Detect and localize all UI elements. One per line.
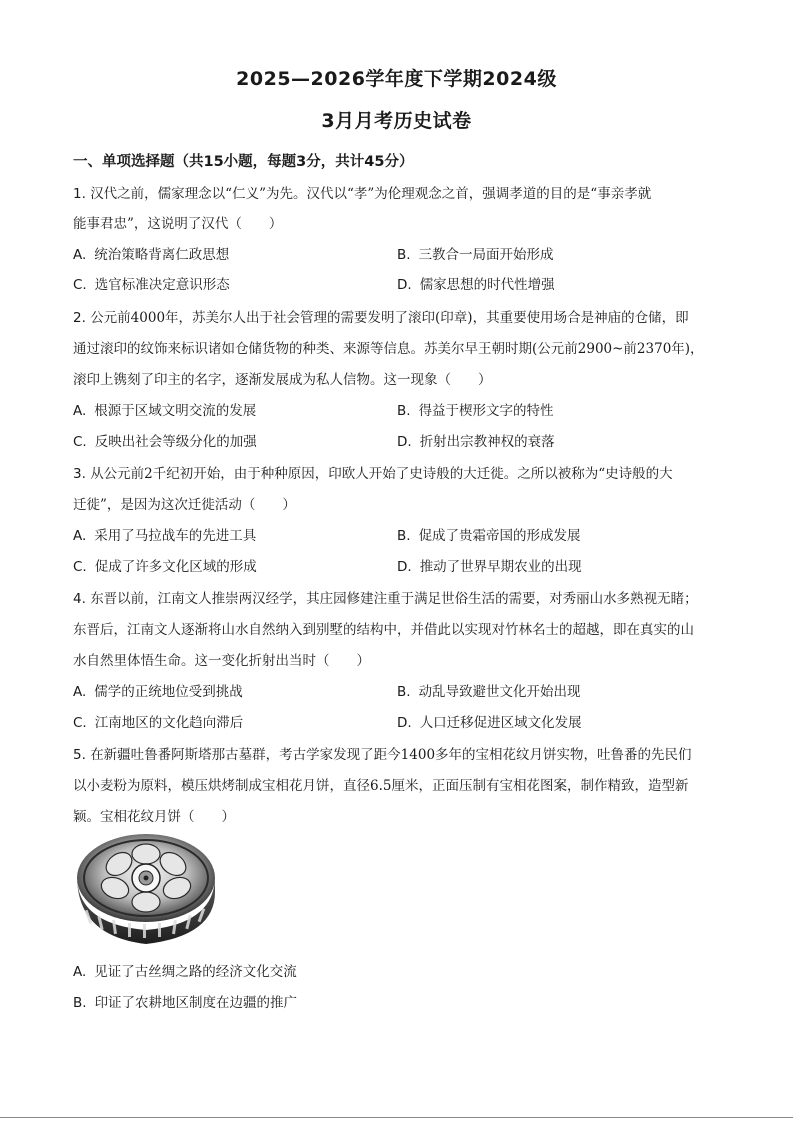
question-4-text-line2: 东晋后，江南文人逐渐将山水自然纳入到别墅的结构中，并借此以实现对竹林名士的超越，即在真实的山	[73, 622, 694, 638]
question-5-text-line1: 5. 在新疆吐鲁番阿斯塔那古墓群，考古学家发现了距今1400多年的宝相花纹月饼实物，吐鲁番的先民们	[73, 747, 692, 763]
question-1-text-line2: 能事君忠”，这说明了汉代（ ）	[73, 216, 283, 232]
question-5-option-b[interactable]: B. 印证了农耕地区制度在边疆的推广	[73, 995, 298, 1011]
question-4-number: 4.	[73, 591, 86, 607]
question-1-option-b[interactable]: B. 三教合一局面开始形成	[397, 247, 554, 263]
question-5-text-line3: 颖。宝相花纹月饼（ ）	[73, 809, 235, 825]
question-1-text-line1: 1. 汉代之前，儒家理念以“仁义”为先。汉代以“孝”为伦理观念之首，强调孝道的目的是“事亲孝就	[73, 186, 652, 202]
question-4-text-line1: 4. 东晋以前，江南文人推崇两汉经学，其庄园修建注重于满足世俗生活的需要，对秀丽山水多熟视无睹；	[73, 591, 698, 607]
question-3-option-b[interactable]: B. 促成了贵霜帝国的形成发展	[397, 528, 581, 544]
question-2-text-line3: 滚印上镌刻了印主的名字，逐渐发展成为私人信物。这一现象（ ）	[73, 372, 492, 388]
page-bottom-divider	[0, 1117, 793, 1118]
question-1-option-d[interactable]: D. 儒家思想的时代性增强	[397, 277, 555, 293]
question-2-text-line2: 通过滚印的纹饰来标识诸如仓储货物的种类、来源等信息。苏美尔早王朝时期(公元前2900~前2370年)，	[73, 341, 704, 357]
question-4-text-line3: 水自然里体悟生命。这一变化折射出当时（ ）	[73, 653, 370, 669]
question-3-option-d[interactable]: D. 推动了世界早期农业的出现	[397, 559, 582, 575]
question-2-number: 2.	[73, 310, 86, 326]
mooncake-photo	[73, 832, 219, 950]
question-4-option-c[interactable]: C. 江南地区的文化趋向滞后	[73, 715, 244, 731]
question-1-number: 1.	[73, 186, 86, 202]
exam-title-line2: 3月月考历史试卷	[321, 110, 472, 132]
question-2-option-c[interactable]: C. 反映出社会等级分化的加强	[73, 434, 257, 450]
question-1-option-a[interactable]: A. 统治策略背离仁政思想	[73, 247, 230, 263]
question-2-text-line1: 2. 公元前4000年，苏美尔人出于社会管理的需要发明了滚印(印章)，其重要使用场合是神庙的仓储，即	[73, 310, 689, 326]
question-5-number: 5.	[73, 747, 86, 763]
question-2-option-a[interactable]: A. 根源于区域文明交流的发展	[73, 403, 257, 419]
exam-title-line1: 2025—2026学年度下学期2024级	[236, 68, 557, 90]
question-4-option-d[interactable]: D. 人口迁移促进区域文化发展	[397, 715, 582, 731]
question-2-option-d[interactable]: D. 折射出宗教神权的衰落	[397, 434, 555, 450]
section-title: 一、单项选择题（共15小题，每题3分，共计45分）	[73, 154, 414, 170]
question-3-option-a[interactable]: A. 采用了马拉战车的先进工具	[73, 528, 257, 544]
question-3-text-line2: 迁徙”，是因为这次迁徙活动（ ）	[73, 497, 296, 513]
question-3-option-c[interactable]: C. 促成了许多文化区域的形成	[73, 559, 257, 575]
question-1-option-c[interactable]: C. 选官标准决定意识形态	[73, 277, 230, 293]
question-5-text-line2: 以小麦粉为原料，模压烘烤制成宝相花月饼，直径6.5厘米，正面压制有宝相花图案，制作精致，造型新	[73, 778, 689, 794]
question-5-option-a[interactable]: A. 见证了古丝绸之路的经济文化交流	[73, 964, 297, 980]
question-4-option-a[interactable]: A. 儒学的正统地位受到挑战	[73, 684, 243, 700]
question-4-option-b[interactable]: B. 动乱导致避世文化开始出现	[397, 684, 581, 700]
question-3-number: 3.	[73, 466, 86, 482]
question-3-text-line1: 3. 从公元前2千纪初开始，由于种种原因，印欧人开始了史诗般的大迁徙。之所以被称为“史诗般的大	[73, 466, 673, 482]
question-2-option-b[interactable]: B. 得益于楔形文字的特性	[397, 403, 554, 419]
